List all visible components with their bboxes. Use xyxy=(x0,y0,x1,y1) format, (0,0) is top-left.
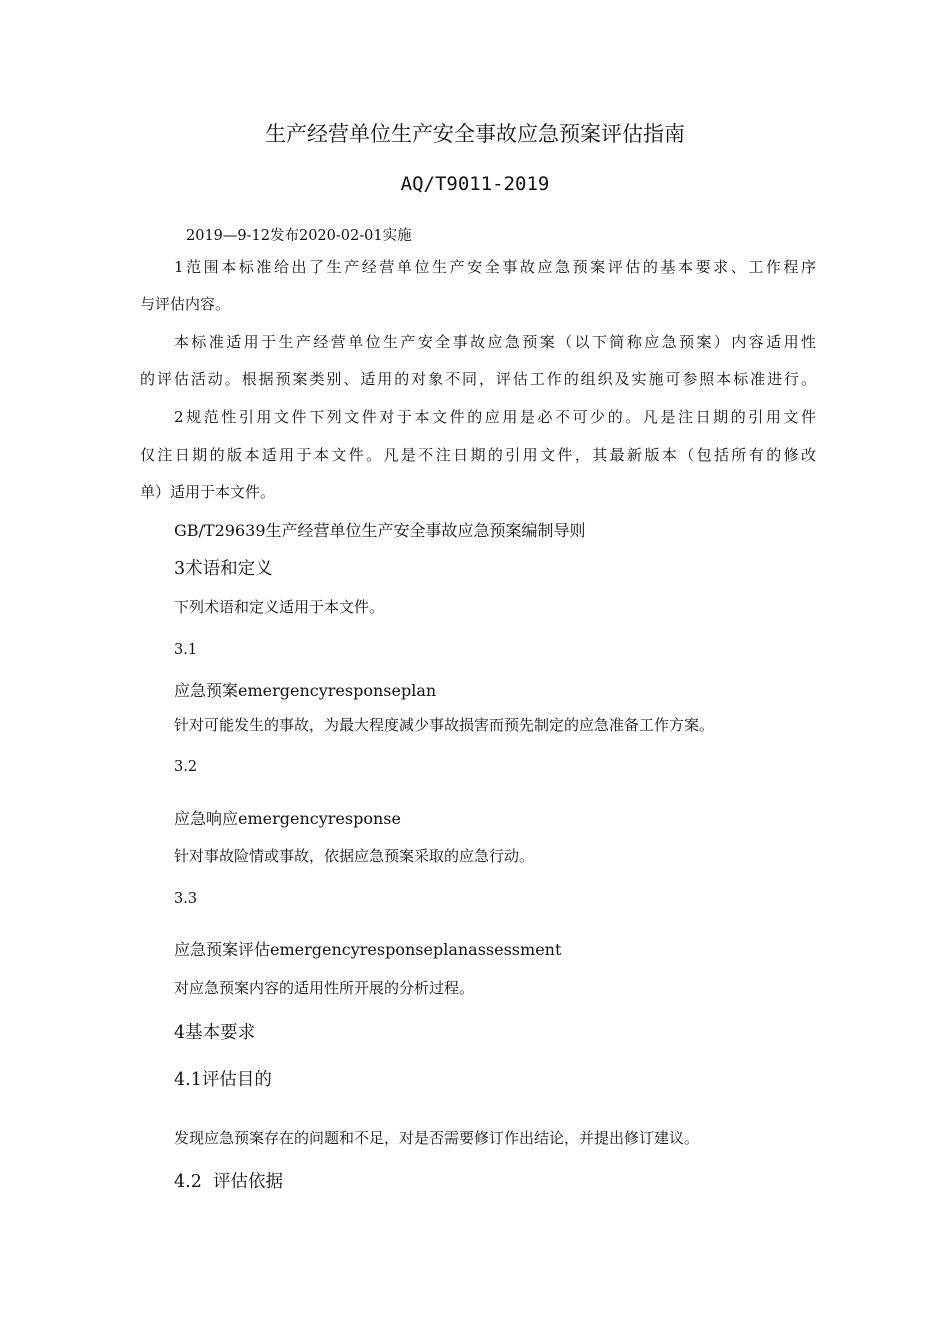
term-3-3-definition: 对应急预案内容的适用性所开展的分析过程。 xyxy=(174,979,475,997)
document-title: 生产经营单位生产安全事故应急预案评估指南 xyxy=(265,122,685,146)
section-2-line-3: 单）适用于本文件。 xyxy=(140,483,276,501)
term-3-2-name: 应急响应emergencyresponse xyxy=(174,809,401,828)
term-3-3-number: 3.3 xyxy=(174,891,198,907)
section-4-2-heading: 4.2 评估依据 xyxy=(174,1172,283,1192)
term-3-2-definition: 针对事故险情或事故，依据应急预案采取的应急行动。 xyxy=(174,847,535,865)
normative-reference: GB/T29639生产经营单位生产安全事故应急预案编制导则 xyxy=(174,521,586,540)
section-1-para-2-line-2: 的评估活动。根据预案类别、适用的对象不同，评估工作的组织及实施可参照本标准进行。 xyxy=(140,370,816,388)
section-3-heading: 3术语和定义 xyxy=(174,559,273,579)
section-4-heading: 4基本要求 xyxy=(174,1023,256,1043)
section-3-intro: 下列术语和定义适用于本文件。 xyxy=(174,598,385,616)
section-2-line-2: 仅注日期的版本适用于本文件。凡是不注日期的引用文件，其最新版本（包括所有的修改 xyxy=(140,446,816,464)
section-1-para-2-line-1: 本标准适用于生产经营单位生产安全事故应急预案（以下简称应急预案）内容适用性 xyxy=(174,333,816,351)
standard-code: AQ/T9011-2019 xyxy=(400,173,550,195)
term-3-1-name: 应急预案emergencyresponseplan xyxy=(174,681,437,700)
publish-dates: 2019—9-12发布2020-02-01实施 xyxy=(186,228,412,244)
section-1-line-2: 与评估内容。 xyxy=(140,295,231,313)
section-4-1-heading: 4.1评估目的 xyxy=(174,1070,272,1090)
term-3-3-name: 应急预案评估emergencyresponseplanassessment xyxy=(174,940,562,959)
term-3-1-definition: 针对可能发生的事故，为最大程度减少事故损害而预先制定的应急准备工作方案。 xyxy=(174,716,715,734)
term-3-1-number: 3.1 xyxy=(174,642,198,658)
section-2-line-1: 2规范性引用文件下列文件对于本文件的应用是必不可少的。凡是注日期的引用文件 xyxy=(174,408,816,426)
term-3-2-number: 3.2 xyxy=(174,759,198,775)
section-1-line-1: 1范围本标准给出了生产经营单位生产安全事故应急预案评估的基本要求、工作程序 xyxy=(174,258,816,276)
section-4-1-text: 发现应急预案存在的问题和不足，对是否需要修订作出结论，并提出修订建议。 xyxy=(174,1129,700,1147)
